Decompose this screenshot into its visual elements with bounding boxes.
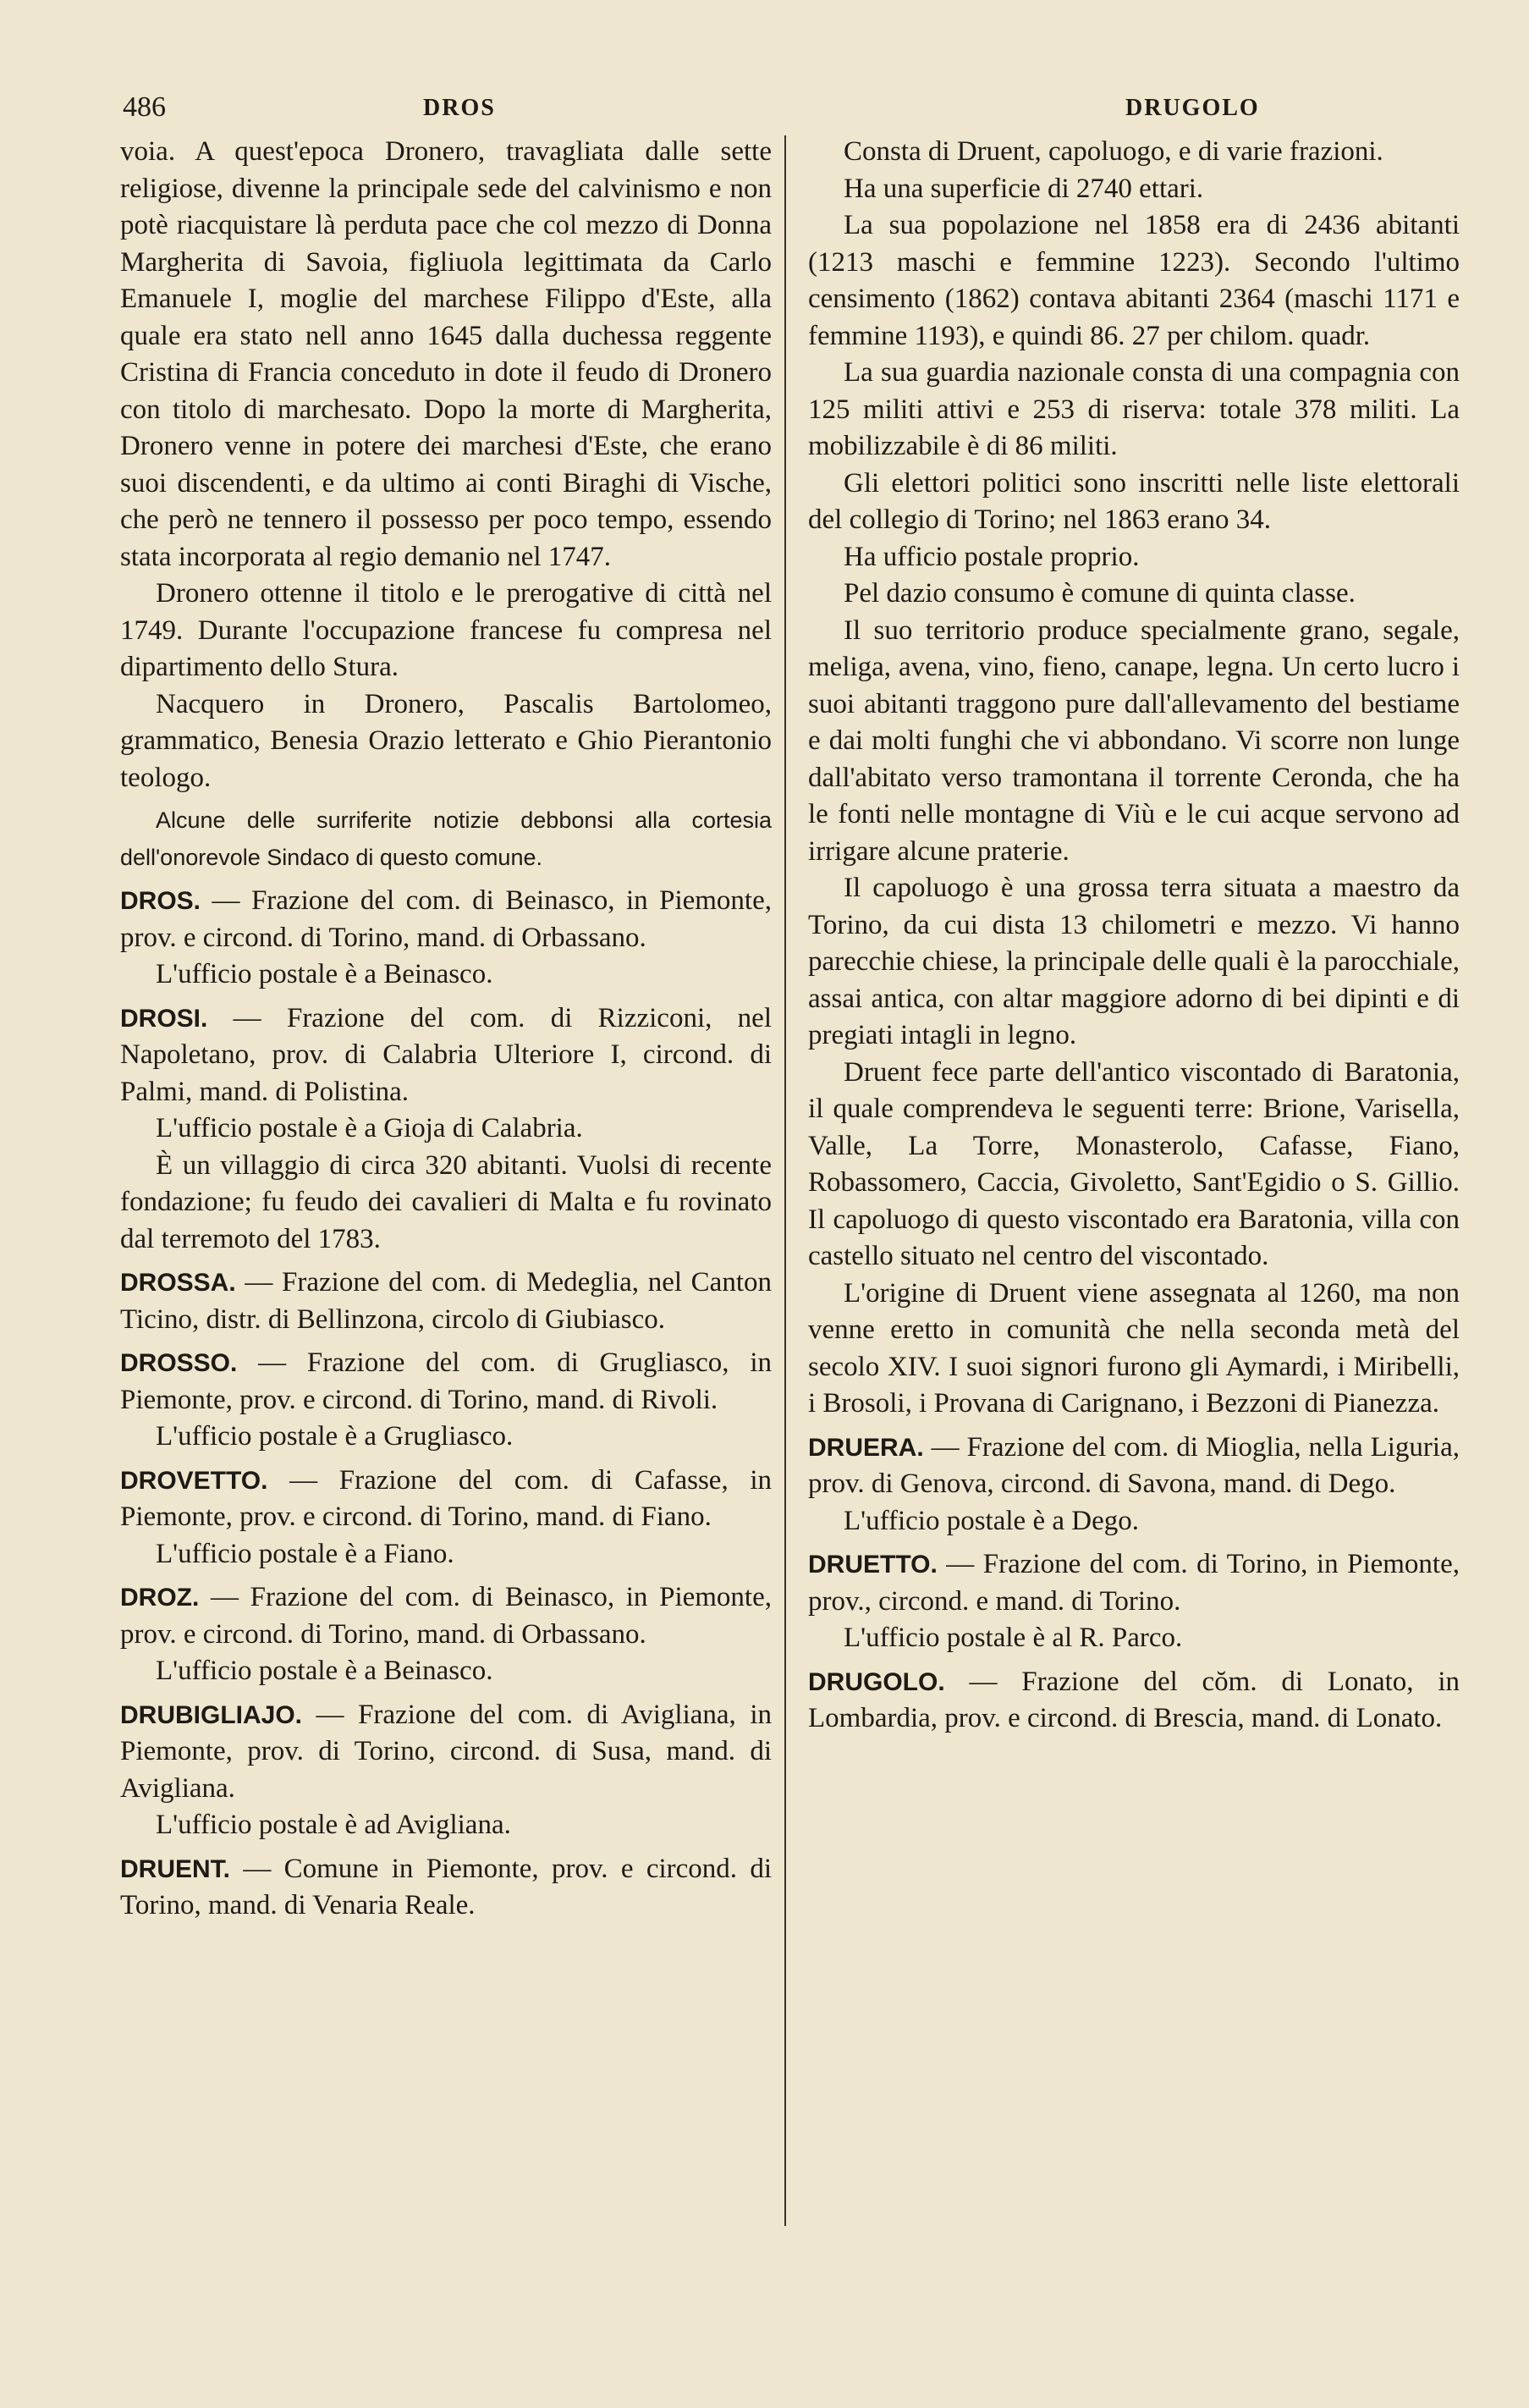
headword: DRUBIGLIAJO.: [120, 1700, 303, 1729]
entry-text: — Frazione del com. di Grugliasco, in Piemonte, prov. e circond. di Torino, mand. di Rivoli.: [120, 1347, 772, 1415]
running-head-right: DRUGOLO: [1125, 95, 1260, 121]
headword: DROS.: [120, 887, 201, 915]
entry-text: — Frazione del com. di Rizziconi, nel Napoletano, prov. di Calabria Ulteriore I, circond. di Palmi, mand. di Polistina.: [120, 1002, 772, 1107]
entry-text: — Frazione del com. di Mioglia, nella Liguria, prov. di Genova, circond. di Savona, mand. di Dego.: [808, 1431, 1460, 1499]
entry-drosso: [120, 1345, 772, 1419]
paragraph: Il capoluogo è una grossa terra situata a maestro da Torino, da cui dista 13 chilometri e mezzo. Vi hanno parecchie chiese, la principale delle quali è la parocchiale, assai antica, con altar maggiore adorno di bei dipinti e di pregiati intagli in legno.: [808, 873, 1460, 1050]
entry-druent: [120, 1851, 772, 1925]
headword: DROSSO.: [120, 1349, 238, 1377]
entry-post-office: L'ufficio postale è ad Avigliana.: [156, 1810, 511, 1840]
entry-dros: [120, 883, 772, 956]
paragraph: Pel dazio consumo è comune di quinta classe.: [844, 578, 1356, 609]
paragraph: La sua popolazione nel 1858 era di 2436 abitanti (1213 maschi e femmine 1223). Secondo l'ultimo censimento (1862) contava abitanti 2364 (maschi 1171 e femmine 1193), e quindi 86. 27 per chilom. quadr.: [808, 210, 1460, 351]
paragraph: Nacquero in Dronero, Pascalis Bartolomeo, grammatico, Benesia Orazio letterato e Ghio Pierantonio teologo.: [120, 688, 772, 793]
paragraph: La sua guardia nazionale consta di una compagnia con 125 militi attivi e 253 di riserva: totale 378 militi. La mobilizzabile è di 86 militi.: [808, 357, 1460, 461]
entry-text: — Comune in Piemonte, prov. e circond. di Torino, mand. di Venaria Reale.: [120, 1853, 772, 1920]
entry-text: — Frazione del cŏm. di Lonato, in Lombardia, prov. e circond. di Brescia, mand. di Lonato.: [808, 1666, 1460, 1733]
entry-text: — Frazione del com. di Beinasco, in Piemonte, prov. e circond. di Torino, mand. di Orbassano.: [120, 1582, 772, 1650]
headword: DRUGOLO.: [808, 1667, 945, 1696]
paragraph: È un villaggio di circa 320 abitanti. Vuolsi di recente fondazione; fu feudo dei cavalieri di Malta e fu rovinato dal terremoto del 1783.: [120, 1149, 772, 1254]
headword: DROSSA.: [120, 1269, 236, 1297]
headword: DROSI.: [120, 1004, 208, 1033]
entry-drubigliajo: [120, 1697, 772, 1808]
headword: DRUETTO.: [808, 1551, 938, 1579]
entry-drosi: [120, 1000, 772, 1111]
entry-text: — Frazione del com. di Cafasse, in Piemonte, prov. e circond. di Torino, mand. di Fiano.: [120, 1464, 772, 1532]
entry-post-office: L'ufficio postale è a Gioja di Calabria.: [156, 1113, 583, 1143]
right-column: [808, 134, 1460, 1738]
paragraph: L'origine di Druent viene assegnata al 1260, ma non venne eretto in comunità che nella seconda metà del secolo XIV. I suoi signori furono gli Aymardi, i Miribelli, i Brosoli, i Provana di Carignano, i Bezzoni di Pianezza.: [808, 1277, 1460, 1419]
paragraph: voia. A quest'epoca Dronero, travagliata dalle sette religiose, divenne la principale sede del calvinismo e non potè riacquistare là perduta pace che col mezzo di Donna Margherita di Savoia, figliuola legittimata da Carlo Emanuele I, moglie del marchese Filippo d'Este, alla quale era stato nell anno 1645 dalla duchessa reggente Cristina di Francia conceduto in dote il feudo di Dronero con titolo di marchesato. Dopo la morte di Margherita, Dronero venne in potere dei marchesi d'Este, che erano suoi discendenti, e da ultimo ai conti Biraghi di Vische, che però ne tennero il possesso per poco tempo, essendo stata incorporata al regio demanio nel 1747.: [120, 136, 772, 572]
entry-druera: [808, 1430, 1460, 1503]
entry-text: — Frazione del com. di Medeglia, nel Canton Ticino, distr. di Bellinzona, circolo di Giubiasco.: [120, 1267, 772, 1335]
paragraph: Ha ufficio postale proprio.: [844, 541, 1140, 572]
column-divider: [784, 135, 786, 2226]
footnote: Alcune delle surriferite notizie debbonsi alla cortesia dell'onorevole Sindaco di questo comune.: [120, 807, 772, 870]
running-head-left: DROS: [423, 95, 496, 121]
entry-drugolo: [808, 1664, 1460, 1738]
headword: DROVETTO.: [120, 1466, 268, 1495]
entry-post-office: L'ufficio postale è al R. Parco.: [844, 1623, 1183, 1653]
entry-text: — Frazione del com. di Avigliana, in Piemonte, prov. di Torino, circond. di Susa, mand. di Avigliana.: [120, 1699, 772, 1804]
entry-post-office: L'ufficio postale è a Fiano.: [156, 1538, 454, 1569]
paragraph: Gli elettori politici sono inscritti nelle liste elettorali del collegio di Torino; nel 1863 erano 34.: [808, 467, 1460, 535]
headword: DRUERA.: [808, 1433, 924, 1462]
entry-text: — Frazione del com. di Torino, in Piemonte, prov., circond. e mand. di Torino.: [808, 1549, 1460, 1617]
headword: DRUENT.: [120, 1854, 231, 1883]
entry-post-office: L'ufficio postale è a Beinasco.: [156, 959, 493, 989]
entry-post-office: L'ufficio postale è a Beinasco.: [156, 1656, 493, 1686]
entry-post-office: L'ufficio postale è a Grugliasco.: [156, 1421, 514, 1452]
entry-text: — Frazione del com. di Beinasco, in Piemonte, prov. e circond. di Torino, mand. di Orbassano.: [120, 885, 772, 953]
entry-drovetto: [120, 1463, 772, 1536]
paragraph: Druent fece parte dell'antico viscontado di Baratonia, il quale comprendeva le seguenti terre: Brione, Varisella, Valle, La Torre, Monasterolo, Cafasse, Fiano, Robassomero, Caccia, Givoletto, Sant'Egidio o S. Gillio. Il capoluogo di questo viscontado era Baratonia, villa con castello situato nel centro del viscontado.: [808, 1056, 1460, 1271]
paragraph: Ha una superficie di 2740 ettari.: [844, 173, 1204, 204]
entry-post-office: L'ufficio postale è a Dego.: [844, 1505, 1139, 1536]
entry-druetto: [808, 1546, 1460, 1620]
paragraph: Dronero ottenne il titolo e le prerogative di città nel 1749. Durante l'occupazione francese fu compresa nel dipartimento dello Stura.: [120, 578, 772, 682]
paragraph: Consta di Druent, capoluogo, e di varie frazioni.: [844, 136, 1383, 167]
entry-drossa: [120, 1265, 772, 1338]
entry-droz: [120, 1579, 772, 1653]
left-column: [120, 134, 772, 1925]
headword: DROZ.: [120, 1584, 200, 1612]
page-number: 486: [123, 91, 166, 123]
paragraph: Il suo territorio produce specialmente grano, segale, meliga, avena, vino, fieno, canape, legna. Un certo lucro i suoi abitanti traggono pure dall'allevamento del bestiame e dai molti funghi che vi abbondano. Vi scorre non lunge dall'abitato verso tramontana il torrente Ceronda, che ha le fonti nelle montagne di Viù e le cui acque servono ad irrigare alcune praterie.: [808, 614, 1460, 867]
